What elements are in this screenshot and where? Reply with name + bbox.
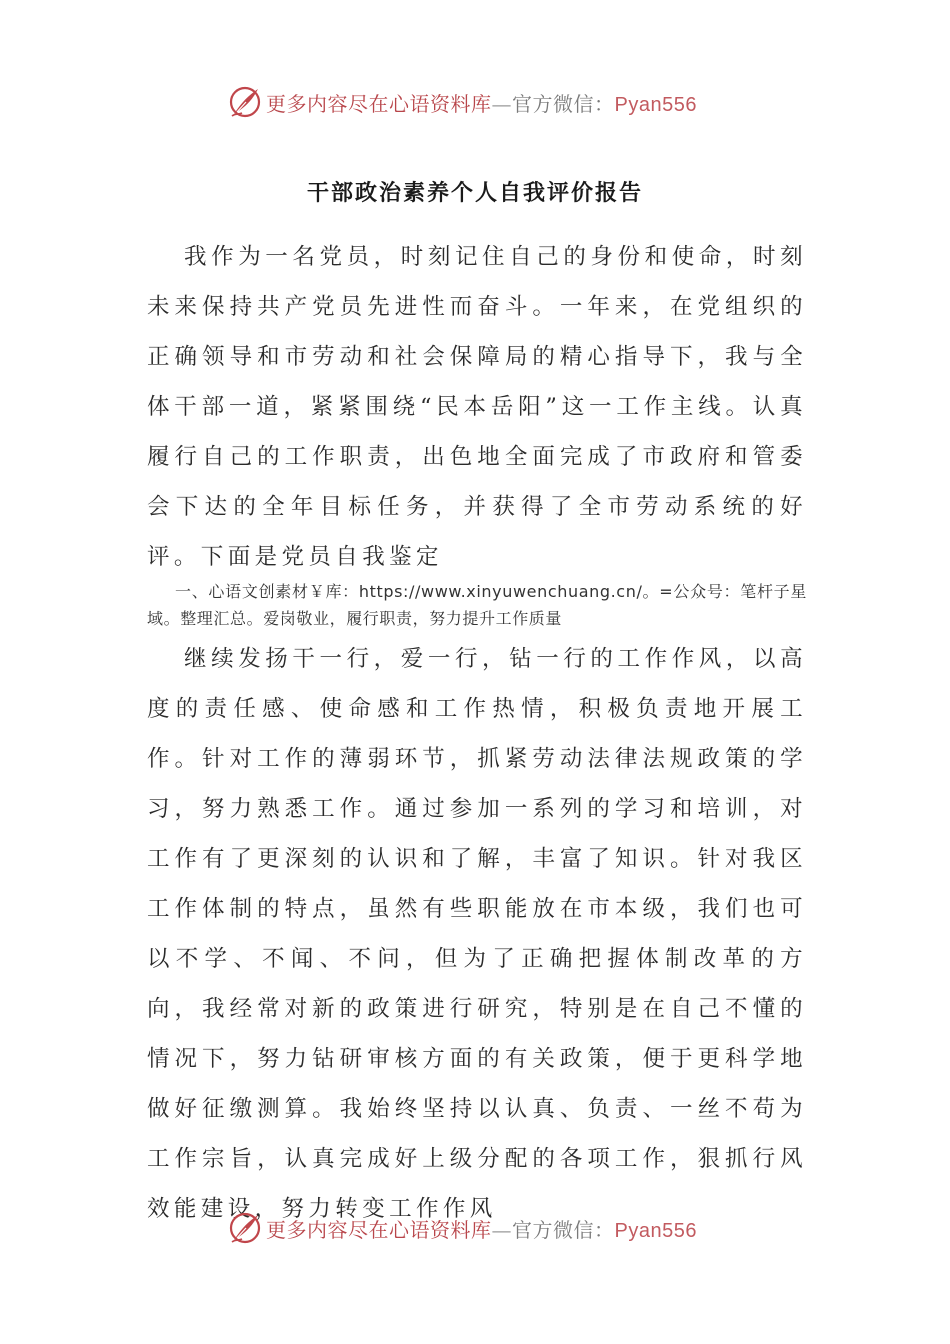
- banner-text: [266, 88, 697, 117]
- paragraph-intro: 我作为一名党员，时刻记住自己的身份和使命，时刻未来保持共产党员先进性而奋斗。一年来，在党组织的正确领导和市劳动和社会保障局的精心指导下，我与全体干部一道，紧紧围绕“民本岳阳”这一工作主线。认真履行自己的工作职责，出色地全面完成了市政府和管委会下达的全年目标任务，并获得了全市劳动系统的好评。下面是党员自我鉴定: [147, 244, 807, 570]
- banner-wechat-label: 官方微信：: [512, 1217, 615, 1242]
- banner-dash: —: [491, 1217, 512, 1242]
- footer-banner: [228, 1208, 788, 1248]
- banner-wechat-label: 官方微信：: [512, 91, 615, 116]
- quill-pen-logo-icon: [228, 85, 262, 119]
- header-banner: [228, 82, 788, 122]
- banner-wechat-id: Pyan556: [614, 93, 697, 116]
- banner-main-text: 更多内容尽在心语资料库: [266, 91, 492, 116]
- document-title: 干部政治素养个人自我评价报告: [306, 181, 643, 206]
- paragraph-work-style: 继续发扬干一行，爱一行，钻一行的工作作风，以高度的责任感、使命感和工作热情，积极负责地开展工作。针对工作的薄弱环节，抓紧劳动法律法规政策的学习，努力熟悉工作。通过参加一系列的学习和培训，对工作有了更深刻的认识和了解，丰富了知识。针对我区工作体制的特点，虽然有些职能放在市本级，我们也可以不学、不闻、不问，但为了正确把握体制改革的方向，我经常对新的政策进行研究，特别是在自己不懂的情况下，努力钻研审核方面的有关政策，便于更科学地做好征缴测算。我始终坚持以认真、负责、一丝不苟为工作宗旨，认真完成好上级分配的各项工作，狠抓行风效能建设，努力转变工作作风: [147, 646, 807, 1222]
- banner-main-text: 更多内容尽在心语资料库: [266, 1217, 492, 1242]
- banner-dash: —: [491, 91, 512, 116]
- paragraph-section-heading: 一、心语文创素材￥库：https://www.xinyuwenchuang.cn/。=公众号：笔杆子星域。整理汇总。爱岗敬业，履行职责，努力提升工作质量: [147, 582, 807, 628]
- quill-pen-logo-icon: [228, 1211, 262, 1245]
- banner-text: [266, 1214, 697, 1243]
- banner-wechat-id: Pyan556: [614, 1219, 697, 1242]
